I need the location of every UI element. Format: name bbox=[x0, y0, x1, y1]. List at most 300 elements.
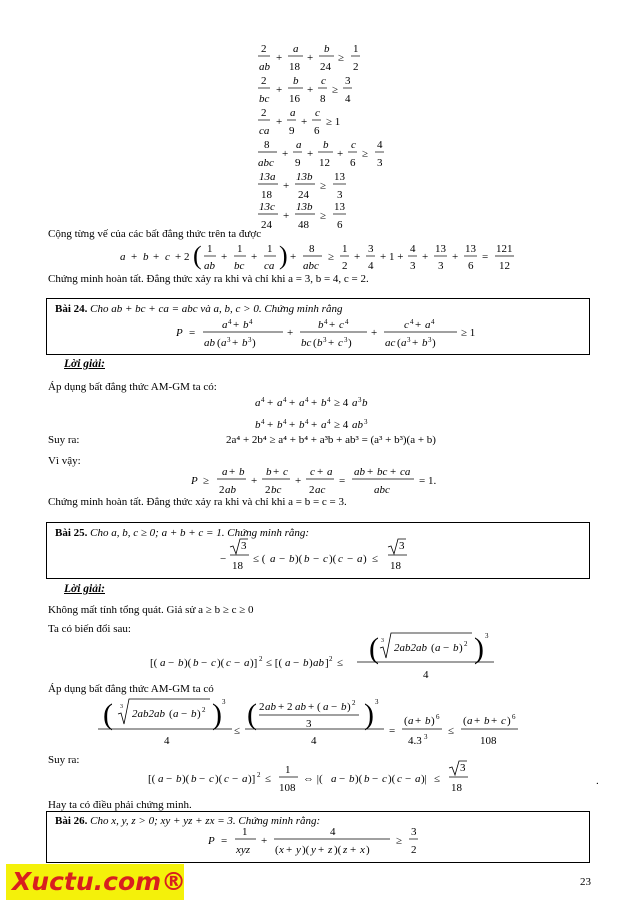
svg-text:): ) bbox=[363, 553, 367, 565]
svg-text:3: 3 bbox=[227, 336, 231, 344]
svg-text:=: = bbox=[221, 835, 228, 847]
svg-text:ab: ab bbox=[295, 701, 306, 713]
svg-text:+: + bbox=[452, 251, 459, 263]
svg-text:b: b bbox=[266, 466, 272, 478]
svg-text:2: 2 bbox=[352, 699, 356, 707]
svg-text:3: 3 bbox=[306, 718, 312, 730]
svg-text:ac: ac bbox=[315, 484, 326, 496]
svg-text:xyz: xyz bbox=[236, 844, 251, 856]
svg-text:+: + bbox=[350, 844, 357, 856]
svg-text:−: − bbox=[181, 708, 188, 720]
svg-text:): ) bbox=[347, 701, 351, 713]
svg-text:121: 121 bbox=[496, 243, 513, 255]
svg-text:4: 4 bbox=[283, 396, 287, 404]
svg-text:1: 1 bbox=[207, 243, 213, 255]
svg-text:(: ( bbox=[103, 698, 113, 731]
svg-text:13: 13 bbox=[334, 201, 345, 213]
svg-text:≥: ≥ bbox=[332, 84, 339, 96]
svg-text:c: c bbox=[397, 773, 402, 785]
eq3 bbox=[258, 107, 340, 137]
svg-text:≥: ≥ bbox=[328, 251, 335, 263]
svg-text:+: + bbox=[276, 52, 283, 64]
problem-24-conclusion: Chứng minh hoàn tất. Đẳng thức xảy ra khi và chỉ khi a = b = c = 3. bbox=[48, 496, 347, 508]
svg-text:+: + bbox=[289, 397, 296, 409]
svg-text:2ab2ab: 2ab2ab bbox=[132, 708, 165, 720]
svg-text:b: b bbox=[191, 773, 197, 785]
svg-text:bc: bc bbox=[301, 337, 312, 349]
svg-text:)(: )( bbox=[388, 773, 396, 785]
svg-text:4: 4 bbox=[368, 260, 374, 272]
svg-text:≤: ≤ bbox=[372, 553, 379, 565]
svg-text:a: a bbox=[425, 319, 431, 331]
svg-text:3: 3 bbox=[337, 189, 343, 201]
svg-text:ab: ab bbox=[204, 337, 215, 349]
svg-text:≥: ≥ bbox=[362, 148, 369, 160]
svg-text:): ) bbox=[459, 642, 463, 654]
svg-text:+: + bbox=[307, 148, 314, 160]
svg-text:): ) bbox=[507, 715, 511, 727]
svg-text:ca: ca bbox=[400, 466, 411, 478]
svg-text:c: c bbox=[283, 466, 288, 478]
svg-text:P: P bbox=[208, 835, 215, 847]
svg-text:b: b bbox=[293, 75, 299, 87]
svg-text:+: + bbox=[251, 251, 258, 263]
svg-text:3: 3 bbox=[460, 762, 466, 774]
svg-text:3: 3 bbox=[375, 698, 379, 706]
svg-text:)]: )] bbox=[248, 773, 256, 785]
svg-text:3: 3 bbox=[364, 418, 368, 426]
svg-text:≤: ≤ bbox=[434, 773, 441, 785]
svg-text:6: 6 bbox=[337, 219, 343, 230]
problem-24-line1: Áp dụng bất đẳng thức AM-GM ta có: bbox=[48, 381, 217, 393]
svg-text:bc: bc bbox=[234, 260, 245, 272]
svg-text:a: a bbox=[173, 708, 179, 720]
svg-text:)(: )( bbox=[355, 773, 363, 785]
svg-text:b: b bbox=[324, 43, 330, 55]
svg-text:)|: )| bbox=[421, 773, 427, 785]
svg-text:a: a bbox=[467, 715, 473, 727]
problem-24-final-eq bbox=[0, 462, 638, 498]
svg-text:+: + bbox=[221, 251, 228, 263]
svg-text:−: − bbox=[347, 553, 354, 565]
svg-text:−: − bbox=[199, 773, 206, 785]
svg-text:): ) bbox=[432, 337, 436, 349]
problem-24-statement: Cho ab + bc + ca = abc và a, b, c > 0. Chứng minh rằng bbox=[90, 303, 343, 315]
svg-text:−: − bbox=[220, 553, 227, 565]
svg-text:3: 3 bbox=[411, 826, 417, 838]
svg-text:b: b bbox=[422, 337, 428, 349]
svg-text:−: − bbox=[201, 657, 208, 669]
svg-text:+: + bbox=[317, 466, 324, 478]
svg-text:+: + bbox=[491, 715, 498, 727]
svg-text:4: 4 bbox=[324, 318, 328, 326]
svg-text:): ) bbox=[252, 337, 256, 349]
svg-text:2: 2 bbox=[329, 655, 333, 663]
svg-text:2: 2 bbox=[261, 107, 267, 119]
svg-text:b: b bbox=[341, 701, 347, 713]
svg-text:+: + bbox=[289, 419, 296, 431]
svg-text:1: 1 bbox=[267, 243, 273, 255]
svg-text:2: 2 bbox=[219, 484, 225, 496]
svg-text:−: − bbox=[279, 553, 286, 565]
svg-text:b: b bbox=[239, 466, 245, 478]
svg-text:13b: 13b bbox=[296, 201, 313, 213]
svg-text:)(: )( bbox=[334, 844, 342, 856]
svg-text:108: 108 bbox=[279, 782, 296, 794]
svg-text:ab: ab bbox=[259, 61, 270, 73]
svg-text:a: a bbox=[222, 319, 228, 331]
problem-25-solution-label: Lời giải: bbox=[64, 583, 105, 595]
svg-text:b: b bbox=[242, 337, 248, 349]
svg-text:4: 4 bbox=[431, 318, 435, 326]
svg-text:c: c bbox=[338, 553, 343, 565]
svg-text:+: + bbox=[367, 466, 374, 478]
svg-text:24: 24 bbox=[298, 189, 309, 201]
svg-text:8: 8 bbox=[320, 93, 326, 105]
problem-24-suy-ra: Suy ra: bbox=[48, 434, 80, 446]
svg-text:+: + bbox=[337, 148, 344, 160]
svg-text:ab: ab bbox=[354, 466, 365, 478]
svg-text:+: + bbox=[354, 251, 361, 263]
svg-text:2ab2ab: 2ab2ab bbox=[394, 642, 427, 654]
problem-24-vi-vay: Vì vậy: bbox=[48, 455, 81, 467]
svg-text:+: + bbox=[283, 180, 290, 192]
site-logo: Xuctu.com® bbox=[6, 864, 184, 900]
svg-text:3: 3 bbox=[381, 638, 384, 644]
svg-text:4: 4 bbox=[330, 826, 336, 838]
svg-text:+: + bbox=[415, 715, 422, 727]
svg-text:4: 4 bbox=[377, 139, 383, 151]
svg-text:ab: ab bbox=[313, 657, 324, 669]
svg-text:≤: ≤ bbox=[448, 725, 455, 737]
svg-text:−: − bbox=[293, 657, 300, 669]
svg-text:): ) bbox=[212, 698, 222, 731]
svg-text:12: 12 bbox=[319, 157, 330, 169]
svg-text:abc: abc bbox=[303, 260, 319, 272]
svg-text:b: b bbox=[318, 319, 324, 331]
svg-text:a: a bbox=[242, 773, 248, 785]
svg-text:4: 4 bbox=[261, 418, 265, 426]
svg-text:≥: ≥ bbox=[203, 475, 210, 487]
svg-text:[(: [( bbox=[148, 773, 156, 785]
svg-text:y: y bbox=[311, 844, 316, 856]
svg-text:2: 2 bbox=[464, 640, 468, 648]
svg-text:c: c bbox=[209, 773, 214, 785]
svg-text:)]: )] bbox=[250, 657, 258, 669]
svg-text:3: 3 bbox=[377, 157, 383, 169]
problem-25-suy-eq bbox=[0, 760, 638, 802]
svg-text:−: − bbox=[168, 657, 175, 669]
svg-text:(: ( bbox=[217, 337, 221, 349]
svg-text:c: c bbox=[226, 657, 231, 669]
svg-text:6: 6 bbox=[468, 260, 474, 272]
svg-text:+: + bbox=[307, 84, 314, 96]
svg-text:3: 3 bbox=[399, 540, 405, 552]
svg-text:(: ( bbox=[193, 241, 202, 270]
svg-text:3: 3 bbox=[410, 260, 416, 272]
svg-text:a: a bbox=[158, 773, 164, 785]
svg-text:+: + bbox=[261, 835, 268, 847]
svg-text:c: c bbox=[165, 251, 170, 263]
svg-text:c: c bbox=[321, 75, 326, 87]
eq4 bbox=[258, 139, 384, 169]
svg-text:3: 3 bbox=[120, 704, 123, 710]
svg-text:a: a bbox=[120, 251, 126, 263]
svg-text:13c: 13c bbox=[259, 201, 275, 213]
svg-text:+: + bbox=[415, 319, 422, 331]
svg-text:a: a bbox=[290, 107, 296, 119]
svg-text:4: 4 bbox=[164, 735, 170, 747]
svg-text:+: + bbox=[232, 337, 239, 349]
svg-text:−: − bbox=[234, 657, 241, 669]
eq1 bbox=[258, 43, 360, 73]
svg-text:≥: ≥ bbox=[320, 180, 327, 192]
svg-text:≥ 4: ≥ 4 bbox=[334, 397, 349, 409]
svg-text:c: c bbox=[338, 337, 343, 349]
svg-text:−: − bbox=[313, 553, 320, 565]
svg-text:P: P bbox=[176, 327, 183, 339]
svg-text:): ) bbox=[348, 337, 352, 349]
svg-text:+ 1 +: + 1 + bbox=[380, 251, 404, 263]
svg-text:x: x bbox=[279, 844, 284, 856]
svg-text:a: a bbox=[255, 397, 261, 409]
svg-text:3: 3 bbox=[344, 336, 348, 344]
svg-text:⇔ |(: ⇔ |( bbox=[303, 773, 323, 785]
svg-text:3: 3 bbox=[345, 75, 351, 87]
svg-text:c: c bbox=[404, 319, 409, 331]
svg-text:+: + bbox=[282, 148, 289, 160]
svg-text:abc: abc bbox=[258, 157, 274, 169]
svg-text:a: a bbox=[160, 657, 166, 669]
svg-text:c: c bbox=[351, 139, 356, 151]
svg-text:+: + bbox=[267, 397, 274, 409]
svg-text:a: a bbox=[296, 139, 302, 151]
svg-text:ab: ab bbox=[265, 701, 276, 713]
problem-24-amgm bbox=[0, 392, 638, 440]
svg-text:4: 4 bbox=[228, 318, 232, 326]
svg-text:13: 13 bbox=[334, 171, 345, 183]
svg-text:a: a bbox=[270, 553, 276, 565]
svg-text:b: b bbox=[425, 715, 431, 727]
svg-text:3: 3 bbox=[438, 260, 444, 272]
sum-intro: Cộng từng vế của các bất đẳng thức trên ta được bbox=[48, 228, 262, 240]
svg-text:8: 8 bbox=[309, 243, 315, 255]
svg-text:4: 4 bbox=[327, 418, 331, 426]
svg-text:): ) bbox=[431, 715, 435, 727]
svg-text:a: a bbox=[244, 657, 250, 669]
svg-text:3: 3 bbox=[222, 698, 226, 706]
svg-text:b: b bbox=[304, 553, 310, 565]
problem-25-transform-eq bbox=[0, 628, 638, 686]
svg-text:a: a bbox=[327, 466, 333, 478]
svg-text:≤ (: ≤ ( bbox=[253, 553, 266, 565]
page-number: 23 bbox=[580, 876, 591, 888]
svg-text:b: b bbox=[191, 708, 197, 720]
svg-text:+: + bbox=[131, 251, 138, 263]
svg-text:4: 4 bbox=[305, 396, 309, 404]
svg-text:3: 3 bbox=[485, 632, 489, 640]
svg-text:ac: ac bbox=[385, 337, 396, 349]
svg-text:a: a bbox=[352, 397, 358, 409]
svg-text:3: 3 bbox=[248, 336, 252, 344]
svg-text:b: b bbox=[277, 419, 283, 431]
svg-text:3: 3 bbox=[323, 336, 327, 344]
svg-text:c: c bbox=[211, 657, 216, 669]
svg-text:)(: )( bbox=[302, 844, 310, 856]
svg-text:): ) bbox=[366, 844, 370, 856]
svg-text:−: − bbox=[405, 773, 412, 785]
svg-text:4: 4 bbox=[305, 418, 309, 426]
svg-text:1: 1 bbox=[285, 764, 291, 776]
svg-text:(: ( bbox=[404, 715, 408, 727]
problem-25-suy-ra: Suy ra: bbox=[48, 754, 80, 766]
svg-text:a: a bbox=[408, 715, 414, 727]
svg-text:=: = bbox=[482, 251, 489, 263]
svg-text:=: = bbox=[389, 725, 396, 737]
svg-text:b: b bbox=[193, 657, 199, 669]
svg-text:1: 1 bbox=[237, 243, 243, 255]
svg-text:6: 6 bbox=[436, 713, 440, 721]
svg-text:ab: ab bbox=[352, 419, 363, 431]
svg-text:3: 3 bbox=[368, 243, 374, 255]
svg-text:+: + bbox=[412, 337, 419, 349]
svg-text:+: + bbox=[286, 844, 293, 856]
svg-text:ca: ca bbox=[259, 125, 270, 137]
svg-text:+: + bbox=[422, 251, 429, 263]
svg-text:+: + bbox=[251, 475, 258, 487]
svg-text:8: 8 bbox=[264, 139, 270, 151]
svg-text:a: a bbox=[221, 337, 227, 349]
svg-text:≤: ≤ bbox=[234, 725, 241, 737]
svg-text:13b: 13b bbox=[296, 171, 313, 183]
svg-text:P: P bbox=[191, 475, 198, 487]
svg-text:bc: bc bbox=[377, 466, 388, 478]
svg-text:≥ 1: ≥ 1 bbox=[461, 327, 476, 339]
svg-text:b: b bbox=[255, 419, 261, 431]
problem-26-label: Bài 26. bbox=[55, 815, 88, 827]
svg-text:−: − bbox=[372, 773, 379, 785]
svg-text:(: ( bbox=[247, 698, 257, 731]
svg-text:4: 4 bbox=[423, 669, 429, 681]
svg-text:(: ( bbox=[313, 337, 317, 349]
svg-text:a: a bbox=[331, 773, 337, 785]
svg-text:a: a bbox=[435, 642, 441, 654]
problem-25-conclusion: Hay ta có điều phải chứng minh. bbox=[48, 799, 192, 811]
svg-text:+: + bbox=[276, 116, 283, 128]
svg-text:a: a bbox=[277, 397, 283, 409]
svg-text:b: b bbox=[323, 139, 329, 151]
svg-text:ab: ab bbox=[225, 484, 236, 496]
svg-text:]: ] bbox=[325, 657, 329, 669]
svg-text:≤ [(: ≤ [( bbox=[266, 657, 283, 669]
svg-text:): ) bbox=[279, 241, 288, 270]
svg-text:12: 12 bbox=[499, 260, 510, 272]
svg-text:3: 3 bbox=[407, 336, 411, 344]
svg-text:+: + bbox=[371, 327, 378, 339]
svg-text:2: 2 bbox=[265, 484, 271, 496]
svg-text:c: c bbox=[315, 107, 320, 119]
svg-text:b: b bbox=[303, 657, 309, 669]
svg-text:): ) bbox=[474, 632, 484, 665]
svg-text:18: 18 bbox=[390, 560, 401, 572]
svg-text:(: ( bbox=[169, 708, 173, 720]
svg-text:): ) bbox=[197, 708, 201, 720]
svg-text:b: b bbox=[349, 773, 355, 785]
svg-text:4: 4 bbox=[311, 735, 317, 747]
svg-text:+: + bbox=[318, 844, 325, 856]
svg-text:6: 6 bbox=[350, 157, 356, 169]
svg-text:bc: bc bbox=[259, 93, 270, 105]
svg-text:18: 18 bbox=[261, 189, 272, 201]
svg-text:+: + bbox=[267, 419, 274, 431]
svg-text:bc: bc bbox=[271, 484, 282, 496]
svg-text:2: 2 bbox=[202, 706, 206, 714]
svg-text:108: 108 bbox=[480, 735, 497, 747]
svg-text:4.3: 4.3 bbox=[408, 735, 422, 747]
svg-text:b: b bbox=[484, 715, 490, 727]
svg-text:3: 3 bbox=[358, 396, 362, 404]
svg-text:≤: ≤ bbox=[265, 773, 272, 785]
problem-25-line1: Không mất tính tổng quát. Giả sử a ≥ b ≥ c ≥ 0 bbox=[48, 604, 254, 616]
sum-equation bbox=[0, 238, 638, 274]
svg-text:b: b bbox=[317, 337, 323, 349]
svg-text:a: a bbox=[299, 397, 305, 409]
svg-text:−: − bbox=[166, 773, 173, 785]
svg-text:≤: ≤ bbox=[337, 657, 344, 669]
svg-text:b: b bbox=[289, 553, 295, 565]
svg-text:=: = bbox=[189, 327, 196, 339]
svg-text:≥ 1: ≥ 1 bbox=[326, 116, 341, 128]
svg-text:+: + bbox=[328, 337, 335, 349]
svg-text:c: c bbox=[501, 715, 506, 727]
eq5 bbox=[258, 171, 346, 201]
svg-text:+: + bbox=[290, 251, 297, 263]
svg-text:a: a bbox=[222, 466, 228, 478]
svg-text:a: a bbox=[293, 43, 299, 55]
svg-text:2: 2 bbox=[353, 61, 359, 73]
svg-text:y: y bbox=[296, 844, 301, 856]
svg-text:b: b bbox=[362, 397, 368, 409]
top-equations-svg bbox=[0, 0, 638, 230]
svg-text:+: + bbox=[307, 52, 314, 64]
svg-text:9: 9 bbox=[289, 125, 295, 137]
svg-text:c: c bbox=[339, 319, 344, 331]
svg-text:): ) bbox=[309, 657, 313, 669]
svg-text:a: a bbox=[321, 419, 327, 431]
svg-text:b: b bbox=[243, 319, 249, 331]
svg-text:24: 24 bbox=[320, 61, 331, 73]
svg-text:c: c bbox=[310, 466, 315, 478]
svg-text:2: 2 bbox=[259, 701, 265, 713]
svg-text:b: b bbox=[364, 773, 370, 785]
svg-text:≥: ≥ bbox=[320, 210, 327, 222]
svg-text:18: 18 bbox=[232, 560, 243, 572]
svg-text:2: 2 bbox=[259, 655, 263, 663]
svg-text:a: a bbox=[415, 773, 421, 785]
svg-text:≥ 4: ≥ 4 bbox=[334, 419, 349, 431]
svg-text:4: 4 bbox=[283, 418, 287, 426]
svg-text:3: 3 bbox=[424, 733, 428, 741]
problem-24-label: Bài 24. bbox=[55, 303, 88, 315]
svg-text:(: ( bbox=[397, 337, 401, 349]
svg-text:c: c bbox=[382, 773, 387, 785]
svg-text:13a: 13a bbox=[259, 171, 276, 183]
svg-text:+: + bbox=[153, 251, 160, 263]
svg-text:+: + bbox=[229, 466, 236, 478]
top-conclusion: Chứng minh hoàn tất. Đẳng thức xảy ra khi và chỉ khi a = 3, b = 4, c = 2. bbox=[48, 273, 369, 285]
svg-text:3: 3 bbox=[428, 336, 432, 344]
svg-text:1: 1 bbox=[342, 243, 348, 255]
